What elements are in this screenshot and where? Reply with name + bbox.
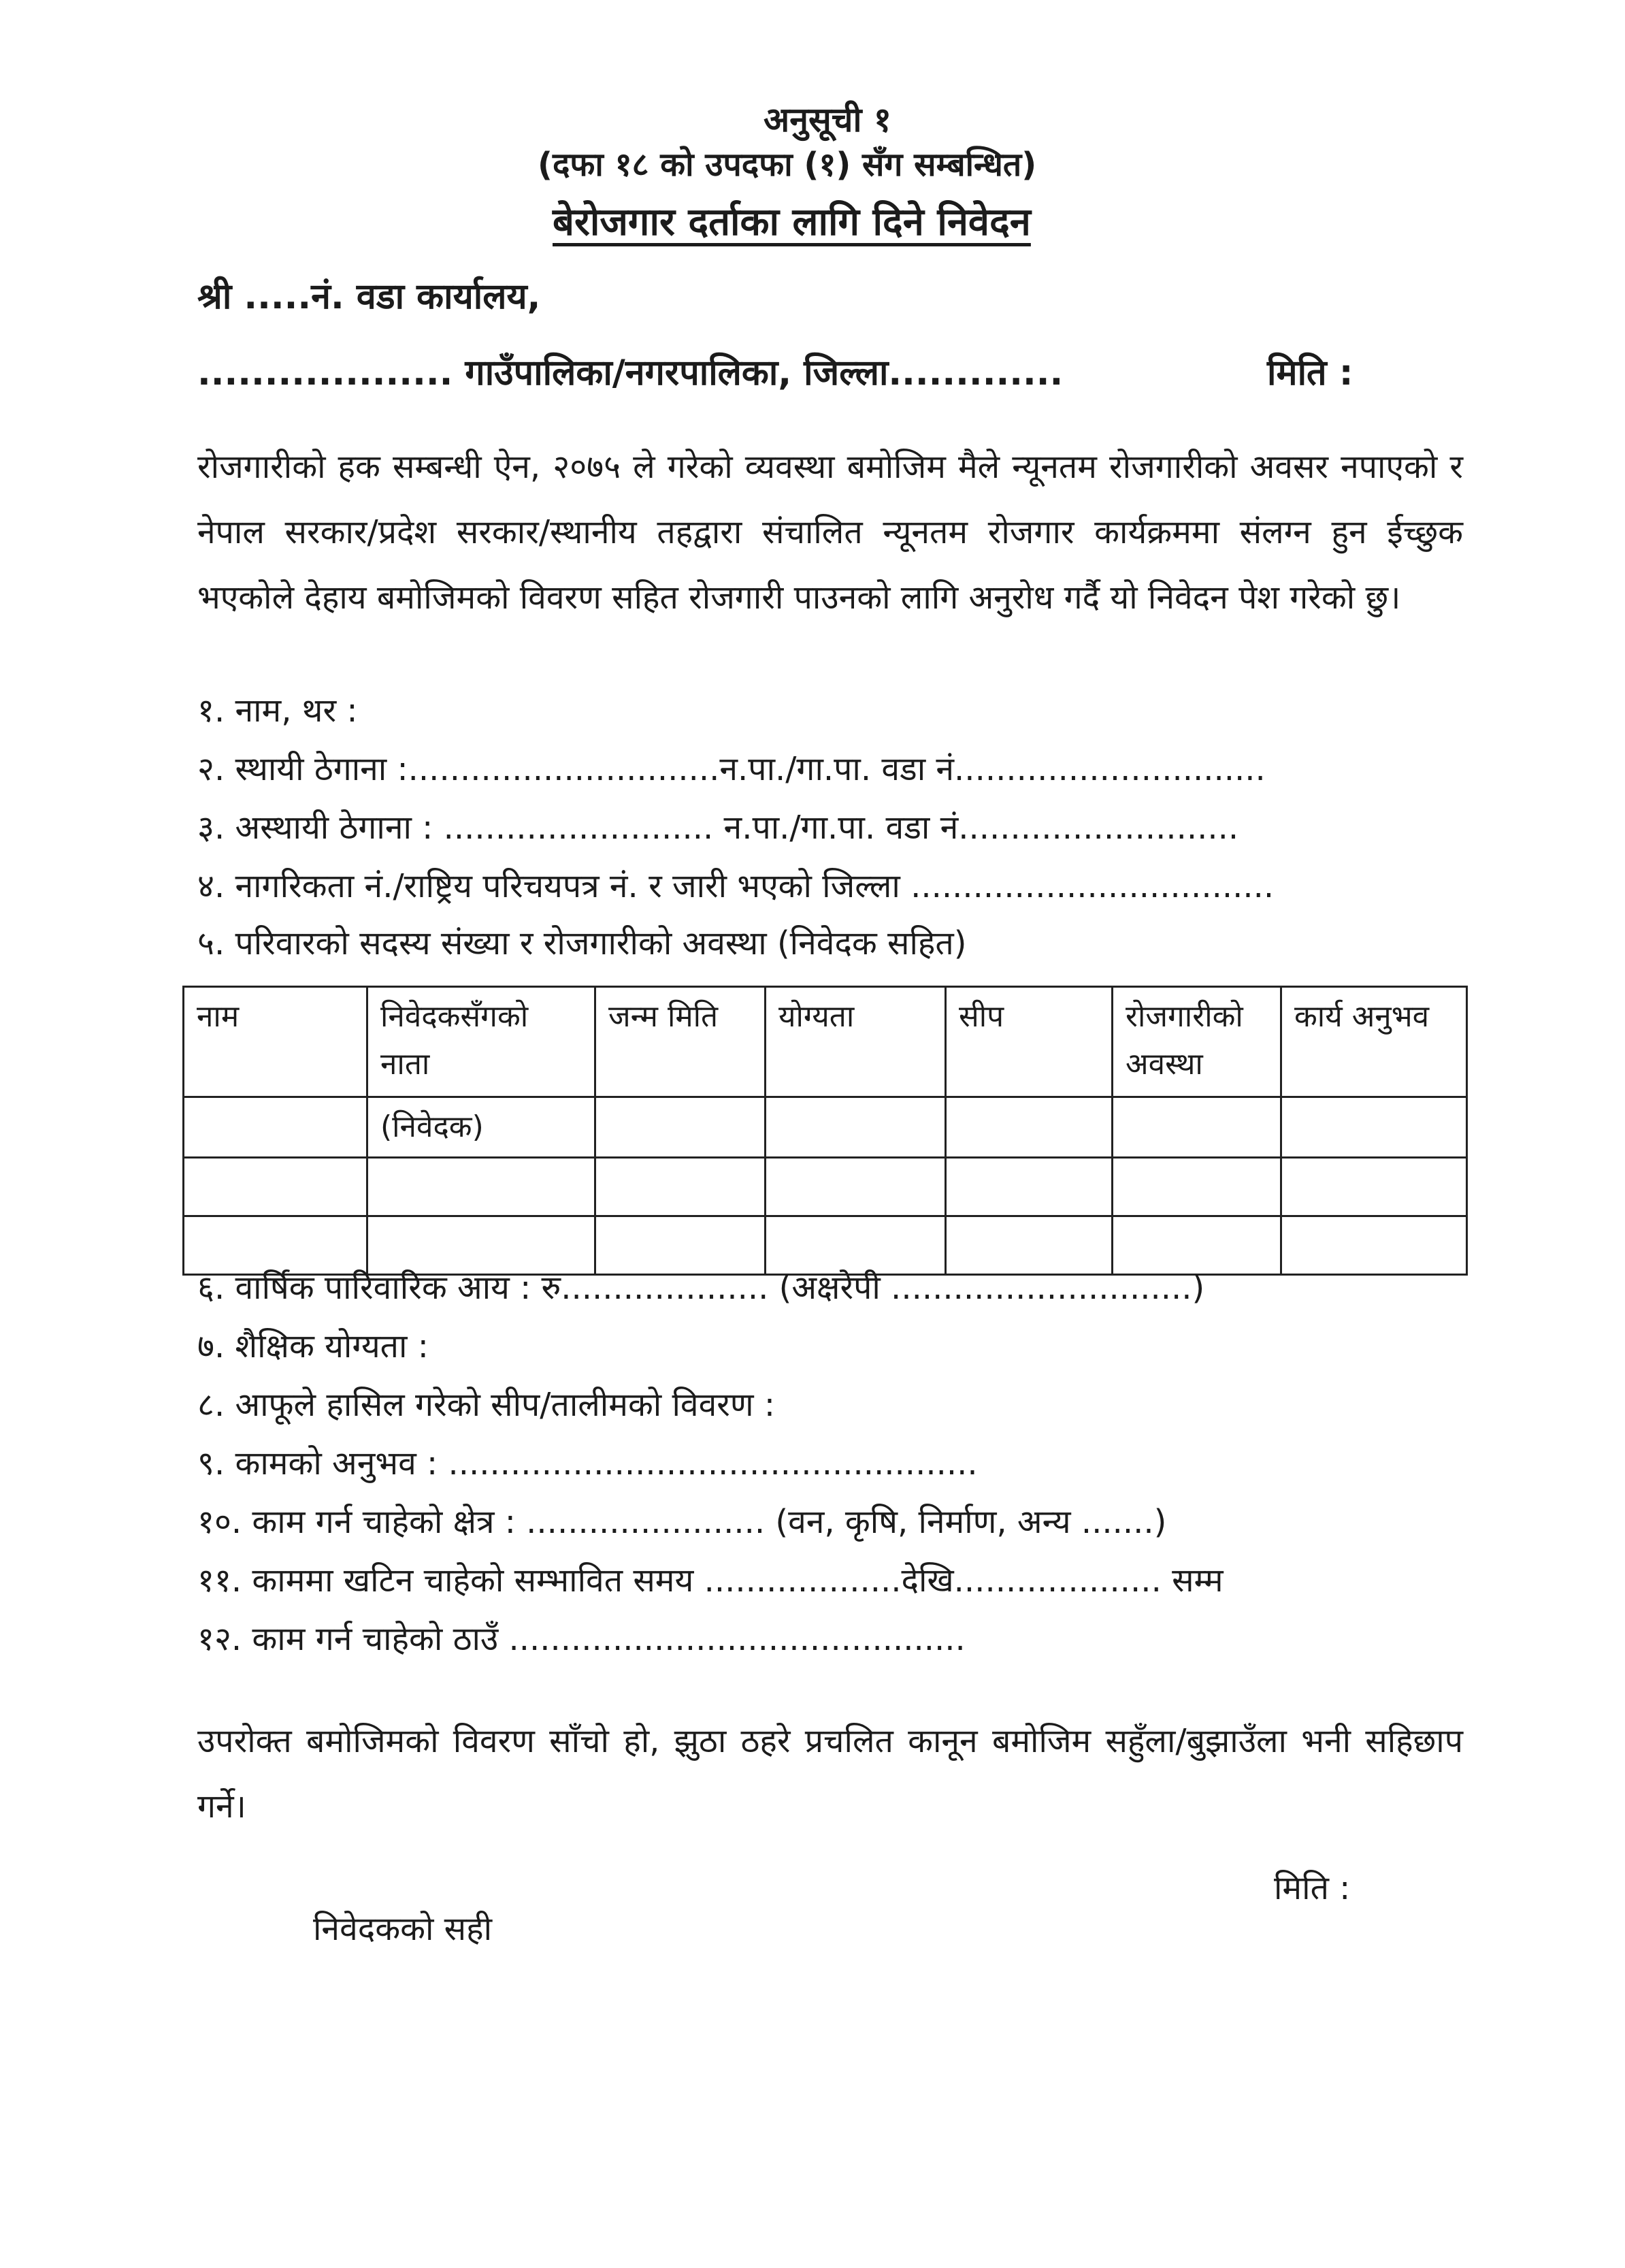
table-cell [1281, 1158, 1467, 1216]
date-field-top: मिति : [1267, 353, 1353, 393]
table-cell [184, 1097, 367, 1158]
table-cell [1281, 1216, 1467, 1275]
col-header-qualification: योग्यता [766, 987, 946, 1097]
schedule-heading: अनुसूची १ [764, 100, 891, 140]
table-cell [1281, 1097, 1467, 1158]
field-work-location: १२. काम गर्न चाहेको ठाउँ ............................................ [197, 1620, 966, 1658]
addressee-line-2: ................... गाउँपालिका/नगरपालिका, जिल्ला............. [197, 353, 1064, 393]
field-permanent-address: २. स्थायी ठेगाना :..............................न.पा./गा.पा. वडा नं.............................. [197, 750, 1266, 788]
table-cell [766, 1158, 946, 1216]
table-cell [595, 1097, 766, 1158]
field-work-experience: ९. कामको अनुभव : ................................................... [197, 1444, 978, 1483]
field-temporary-address: ३. अस्थायी ठेगाना : .......................... न.पा./गा.पा. वडा नं........................... [197, 809, 1239, 847]
field-family-members: ५. परिवारको सदस्य संख्या र रोजगारीको अवस्था (निवेदक सहित) [197, 924, 967, 962]
table-cell [595, 1158, 766, 1216]
request-paragraph: रोजगारीको हक सम्बन्धी ऐन, २०७५ ले गरेको व्यवस्था बमोजिम मैले न्यूनतम रोजगारीको अवसर नपाएको र नेपाल सरकार/प्रदेश सरकार/स्थानीय तहद्वारा संचालित न्यूनतम रोजगार कार्यक्रममा संलग्न हुन ईच्छुक भएकोले देहाय बमोजिमको विवरण सहित रोजगारी पाउनको लागि अनुरोध गर्दै यो निवेदन पेश गरेको छु। [197, 448, 1463, 617]
col-header-relation: निवेदकसँगको नाता [367, 987, 595, 1097]
col-header-employment-status: रोजगारीको अवस्था [1113, 987, 1281, 1097]
section-reference: (दफा १८ को उपदफा (१) सँग सम्बन्धित) [538, 146, 1037, 184]
field-skills-training: ८. आफूले हासिल गरेको सीप/तालीमको विवरण : [197, 1386, 776, 1424]
family-details-table [182, 986, 1468, 1276]
table-row [184, 1158, 1467, 1216]
table-cell [766, 1097, 946, 1158]
table-cell [184, 1158, 367, 1216]
date-field-bottom: मिति : [1274, 1869, 1351, 1907]
field-work-sector: १०. काम गर्न चाहेको क्षेत्र : ....................... (वन, कृषि, निर्माण, अन्य .......) [197, 1503, 1167, 1541]
field-citizenship: ४. नागरिकता नं./राष्ट्रिय परिचयपत्र नं. र जारी भएको जिल्ला ................................... [197, 867, 1275, 905]
col-header-birth-date: जन्म मिति [595, 987, 766, 1097]
table-row [184, 1097, 1467, 1158]
field-name: १. नाम, थर : [197, 692, 358, 730]
table-cell [946, 1097, 1113, 1158]
form-title: बेरोजगार दर्ताका लागि दिने निवेदन [553, 200, 1031, 244]
table-cell [367, 1158, 595, 1216]
table-header-row [184, 987, 1467, 1097]
addressee-line-1: श्री .....नं. वडा कार्यालय, [197, 276, 541, 317]
field-annual-income: ६. वार्षिक पारिवारिक आय : रु.................... (अक्षरेपी .............................) [197, 1269, 1205, 1307]
signature-label: निवेदकको सही [313, 1910, 493, 1948]
col-header-name: नाम [184, 987, 367, 1097]
field-education: ७. शैक्षिक योग्यता : [197, 1327, 429, 1365]
table-cell [1113, 1158, 1281, 1216]
declaration-paragraph: उपरोक्त बमोजिमको विवरण साँचो हो, झुठा ठहरे प्रचलित कानून बमोजिम सहुँला/बुझाउँला भनी सहिछाप गर्ने। [197, 1722, 1463, 1826]
table-cell [1113, 1097, 1281, 1158]
col-header-skill: सीप [946, 987, 1113, 1097]
table-cell [946, 1158, 1113, 1216]
col-header-work-experience: कार्य अनुभव [1281, 987, 1467, 1097]
field-availability-period: ११. काममा खटिन चाहेको सम्भावित समय ...................देखि.................... सम्म [197, 1561, 1224, 1600]
table-cell: (निवेदक) [367, 1097, 595, 1158]
